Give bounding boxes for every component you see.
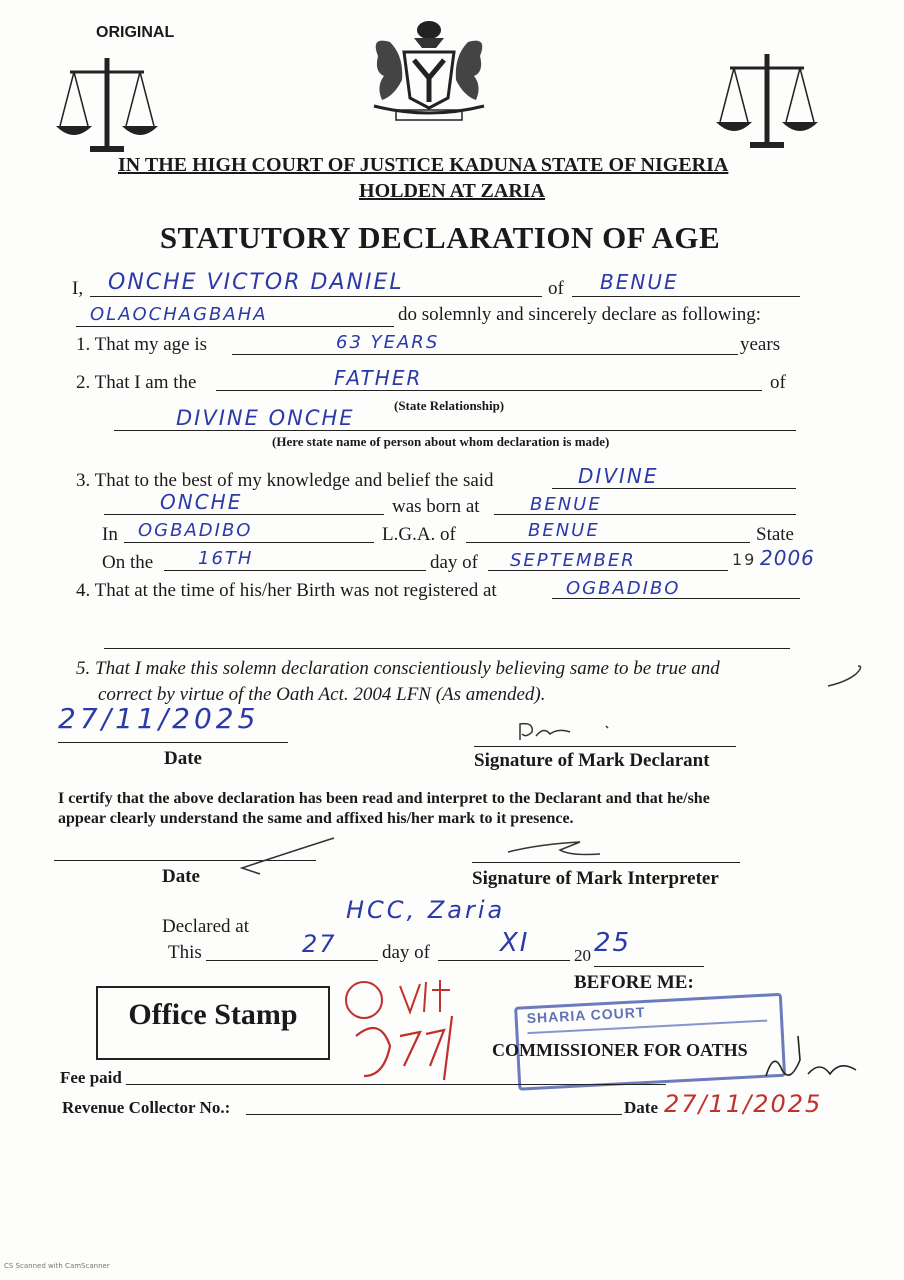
solemnly-text: do solemnly and sincerely declare as following: [398, 304, 762, 325]
revenue-label: Revenue Collector No.: [62, 1098, 231, 1117]
registered-line2 [104, 648, 790, 649]
i-label: I, [72, 278, 84, 299]
item4-label: 4. That at the time of his/her Birth was not registered at [76, 580, 497, 601]
year-prefix: 19 [732, 550, 757, 569]
day-value: 16TH [198, 548, 254, 569]
address-value: OLAOCHAGBAHA [90, 304, 268, 325]
declared-at-value: HCC, Zaria [346, 896, 506, 924]
scales-of-justice-right-icon [710, 48, 824, 152]
registered-value: OGBADIBO [566, 578, 681, 599]
page-title: STATUTORY DECLARATION OF AGE [159, 220, 721, 255]
state-label: State [756, 524, 794, 545]
person-hint: (Here state name of person about whom declaration is made) [272, 434, 610, 449]
said-value2: ONCHE [160, 490, 243, 514]
item3-label: 3. That to the best of my knowledge and belief the said [76, 470, 494, 491]
item5-line2: correct by virtue of the Oath Act. 2004 LFN (As amended). [98, 684, 546, 705]
of-label: of [548, 278, 564, 299]
interpreter-signature-icon [500, 836, 610, 860]
day-of-label: day of [430, 552, 479, 573]
item5-line1: 5. That I make this solemn declaration conscientiously believing same to be true and [76, 658, 720, 679]
sig-declarant-label: Signature of Mark Declarant [474, 750, 710, 771]
office-stamp-label: Office Stamp [128, 998, 298, 1031]
date-label: Date [164, 748, 202, 769]
date-line [58, 742, 288, 743]
certify-line1: I certify that the above declaration has been read and interpret to the Declarant and that he/she [58, 790, 710, 807]
lga-line [466, 542, 750, 543]
said-value: DIVINE [578, 464, 659, 488]
relationship-value: FATHER [334, 366, 423, 390]
in-label: In [102, 524, 118, 545]
sig-declarant-line [474, 746, 736, 747]
lga-label: L.G.A. of [382, 524, 456, 545]
original-label: ORIGINAL [96, 24, 175, 41]
age-line [232, 354, 738, 355]
ink-mark-icon [826, 664, 866, 690]
said-line2 [104, 514, 384, 515]
this-label: This [168, 942, 202, 963]
item2-label: 2. That I am the [76, 372, 197, 393]
scales-of-justice-left-icon [52, 52, 162, 156]
item1-label: 1. That my age is [76, 334, 208, 355]
this-day-line [206, 960, 378, 961]
name-value: ONCHE VICTOR DANIEL [108, 270, 404, 295]
stamp-line1: SHARIA COURT [526, 1003, 646, 1027]
in-line [124, 542, 374, 543]
revenue-line [246, 1114, 622, 1115]
year-value: 2006 [760, 546, 815, 570]
in-value: OGBADIBO [138, 520, 253, 541]
state-relationship-hint: (State Relationship) [394, 398, 505, 413]
fee-paid-line [126, 1084, 666, 1085]
red-ink-annotation-icon [340, 976, 480, 1086]
date-written: 27/11/2025 [58, 702, 260, 735]
before-me-label: BEFORE ME: [574, 972, 694, 993]
relationship-line [216, 390, 762, 391]
of-value: BENUE [600, 270, 679, 294]
month2-value: XI [500, 928, 530, 958]
year2-line [594, 966, 704, 967]
of2-label: of [770, 372, 786, 393]
date2-label: Date [162, 866, 200, 887]
of-line [572, 296, 800, 297]
fee-paid-label: Fee paid [60, 1068, 122, 1087]
said-line [552, 488, 796, 489]
this-day-value: 27 [302, 930, 337, 958]
commissioner-label: COMMISSIONER FOR OATHS [492, 1040, 748, 1060]
address-line [76, 326, 394, 327]
scanner-footer: CS Scanned with CamScanner [4, 1262, 110, 1270]
year2-value: 25 [594, 928, 632, 958]
day-line [164, 570, 426, 571]
date2-scribble-icon [230, 834, 340, 878]
person-value: DIVINE ONCHE [176, 406, 355, 430]
nigeria-coat-of-arms-icon [364, 16, 494, 124]
on-the-label: On the [102, 552, 154, 573]
day-of2-label: day of [382, 942, 431, 963]
person-line [114, 430, 796, 431]
sig-interpreter-line [472, 862, 740, 863]
month2-line [438, 960, 570, 961]
certify-line2: appear clearly understand the same and affixed his/her mark to it presence. [58, 810, 574, 827]
born-at-label: was born at [392, 496, 480, 517]
declarant-signature-icon [514, 716, 614, 746]
month-value: SEPTEMBER [510, 550, 636, 571]
court-heading: IN THE HIGH COURT OF JUSTICE KADUNA STATE OF NIGERIA [118, 154, 729, 176]
born-at-value: BENUE [530, 494, 602, 515]
year2-prefix: 20 [574, 946, 591, 965]
commissioner-signature-icon [760, 1030, 870, 1090]
lga-value: BENUE [528, 520, 600, 541]
years-label: years [740, 334, 781, 355]
date3-label: Date [624, 1098, 658, 1117]
age-value: 63 YEARS [336, 332, 440, 353]
date3-value: 27/11/2025 [664, 1090, 823, 1118]
holden-heading [0, 180, 904, 203]
sig-interpreter-label: Signature of Mark Interpreter [472, 868, 719, 889]
name-line [90, 296, 542, 297]
holden-text: HOLDEN AT ZARIA [359, 180, 545, 202]
declared-at-label: Declared at [162, 916, 250, 937]
